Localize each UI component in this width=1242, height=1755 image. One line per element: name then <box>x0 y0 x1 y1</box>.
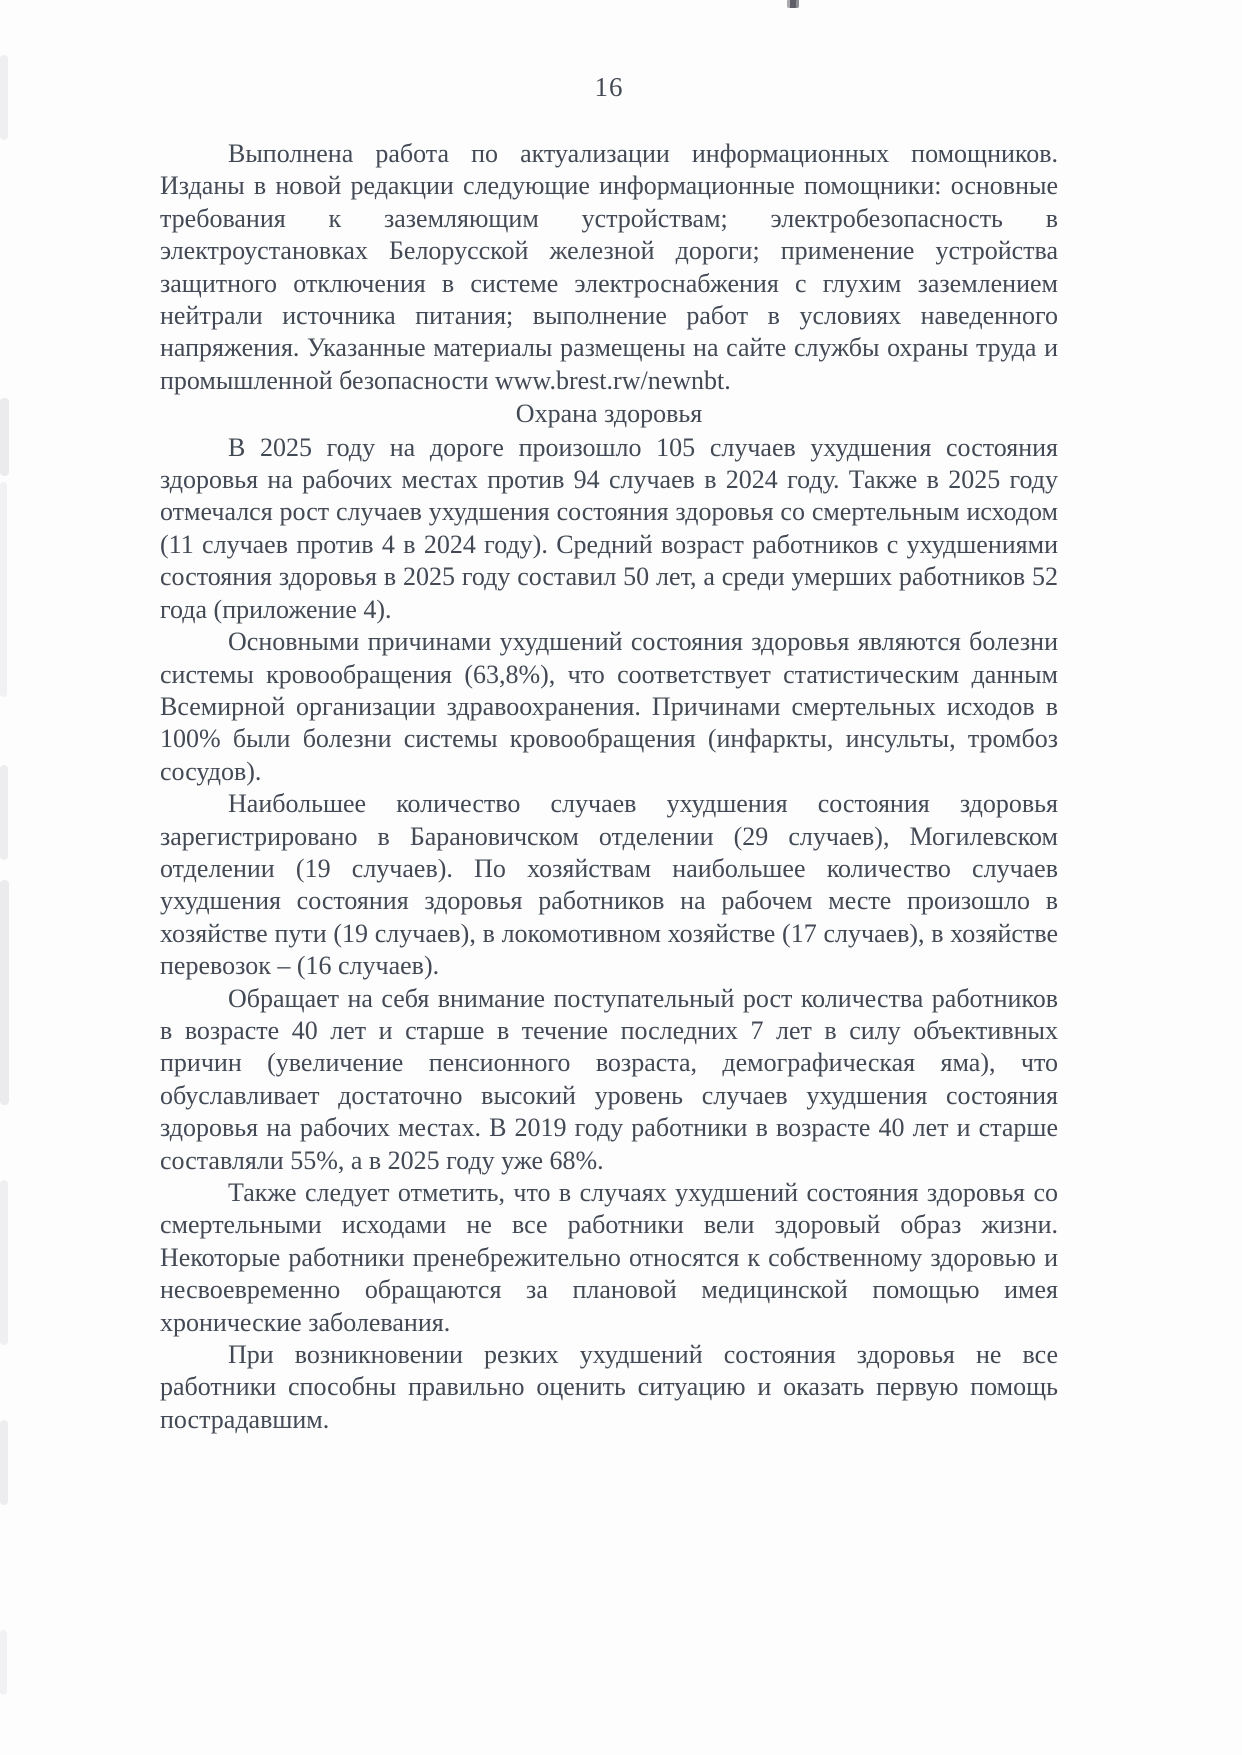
paragraph-health-cases: В 2025 году на дороге произошло 105 случаев ухудшения состояния здоровья на рабочих местах против 94 случаев в 2024 году. Также в 2025 году отмечался рост случаев ухудшения состояния здоровья со смертельным исходом (11 случаев против 4 в 2024 году). Средний возраст работников с ухудшениями состояния здоровья в 2025 году составил 50 лет, а среди умерших работников 52 года (приложение 4). <box>160 432 1058 624</box>
paragraph-case-distribution: Наибольшее количество случаев ухудшения состояния здоровья зарегистрировано в Барановичском отделении (29 случаев), Могилевском отделении (19 случаев). По хозяйствам наибольшее количество случаев ухудшения состояния здоровья работников на рабочем месте произошло в хозяйстве пути (19 случаев), в локомотивном хозяйстве (17 случаев), в хозяйстве перевозок – (16 случаев). <box>160 789 1058 981</box>
scan-edge-artifact <box>0 55 8 140</box>
scan-smudge-mark <box>787 0 799 8</box>
section-heading-health: Охрана здоровья <box>515 399 703 429</box>
paragraph-info-assistants: Выполнена работа по актуализации информационных помощников. Изданы в новой редакции следующие информационные помощники: основные требования к заземляющим устройствам; электробезопасность в электроустановках Белорусской железной дороги; применение устройства защитного отключения в системе электроснабжения с глухим заземлением нейтрали источника питания; выполнение работ в условиях наведенного напряжения. Указанные материалы размещены на сайте службы охраны труда и промышленной безопасности www.brest.rw/newnbt. <box>160 139 1058 395</box>
page-number: 16 <box>594 72 624 102</box>
scan-edge-artifact <box>0 1630 7 1695</box>
scan-edge-artifact <box>0 765 8 860</box>
paragraph-first-aid: При возникновении резких ухудшений состояния здоровья не все работники способны правильно оценить ситуацию и оказать первую помощь пострадавшим. <box>160 1340 1058 1434</box>
scan-edge-artifact <box>0 482 7 697</box>
scan-edge-artifact <box>0 880 9 1105</box>
scan-edge-artifact <box>0 1180 8 1345</box>
paragraph-age-growth: Обращает на себя внимание поступательный рост количества работников в возрасте 40 лет и старше в течение последних 7 лет в силу объективных причин (увеличение пенсионного возраста, демографическая яма), что обуславливает достаточно высокий уровень случаев ухудшения состояния здоровья на рабочих местах. В 2019 году работники в возрасте 40 лет и старше составляли 55%, а в 2025 году уже 68%. <box>160 983 1058 1175</box>
paragraph-lifestyle: Также следует отметить, что в случаях ухудшений состояния здоровья со смертельными исходами не все работники вели здоровый образ жизни. Некоторые работники пренебрежительно относятся к собственному здоровью и несвоевременно обращаются за плановой медицинской помощью имея хронические заболевания. <box>160 1178 1058 1337</box>
scan-edge-artifact <box>0 398 9 476</box>
scan-edge-artifact <box>0 1420 8 1505</box>
document-body <box>160 138 1058 1436</box>
paragraph-main-causes: Основными причинами ухудшений состояния здоровья являются болезни системы кровообращения (63,8%), что соответствует статистическим данным Всемирной организации здравоохранения. Причинами смертельных исходов в 100% были болезни системы кровообращения (инфаркты, инсульты, тромбоз сосудов). <box>160 627 1058 786</box>
